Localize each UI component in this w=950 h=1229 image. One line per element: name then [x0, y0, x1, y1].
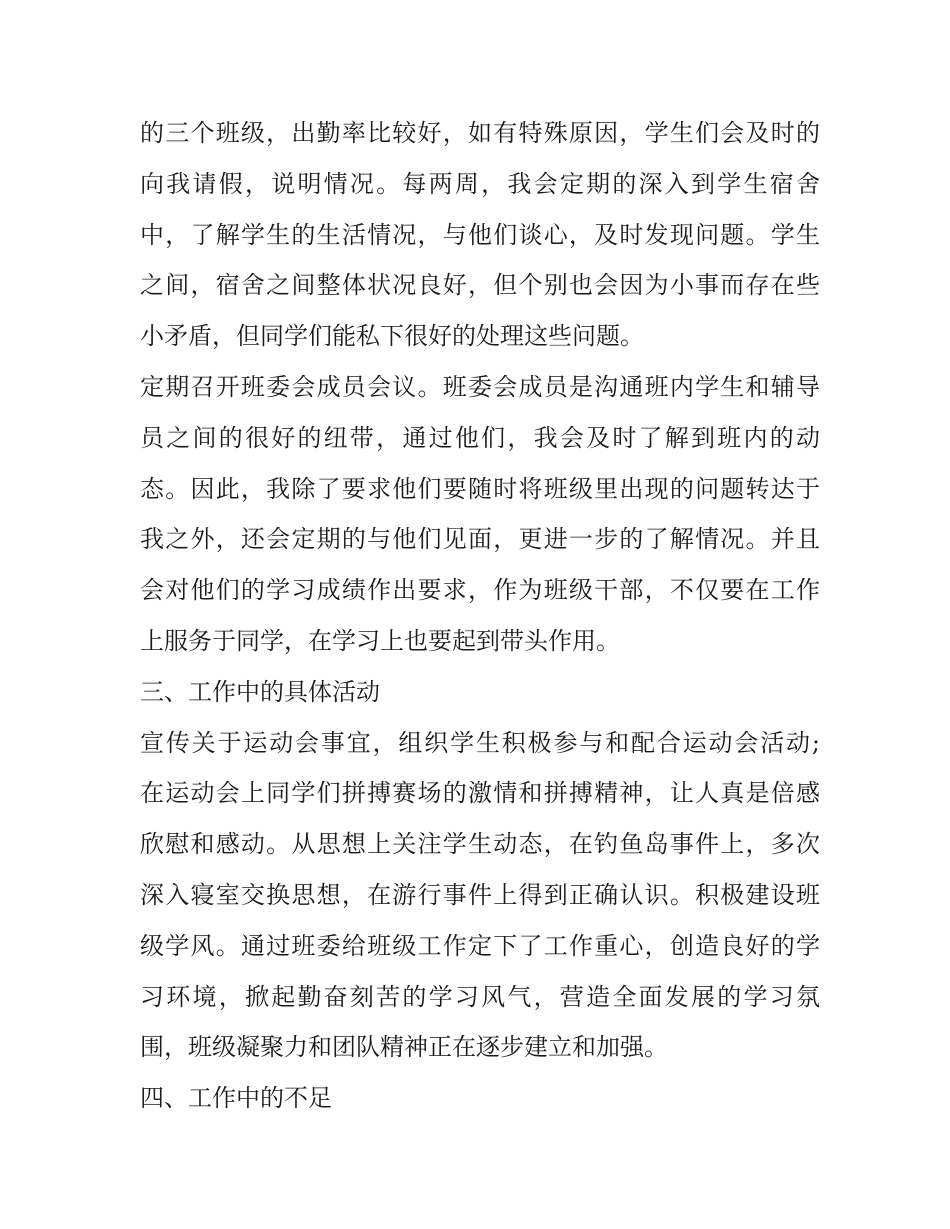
- text-line: 定期召开班委会成员会议。班委会成员是沟通班内学生和辅导: [140, 372, 820, 401]
- text-line: 向我请假，说明情况。每两周，我会定期的深入到学生宿舍: [140, 169, 820, 198]
- text-line: 小矛盾，但同学们能私下很好的处理这些问题。: [140, 322, 644, 351]
- section-heading: 四、工作中的不足: [140, 1084, 332, 1113]
- text-line: 会对他们的学习成绩作出要求，作为班级干部，不仅要在工作: [140, 576, 820, 605]
- text-line: 宣传关于运动会事宜，组织学生积极参与和配合运动会活动;: [140, 728, 820, 757]
- text-line: 我之外，还会定期的与他们见面，更进一步的了解情况。并且: [140, 525, 820, 554]
- text-line: 的三个班级，出勤率比较好，如有特殊原因，学生们会及时的: [140, 119, 820, 147]
- text-line: 在运动会上同学们拼搏赛场的激情和拼搏精神，让人真是倍感: [140, 779, 820, 808]
- text-line: 员之间的很好的纽带，通过他们，我会及时了解到班内的动: [140, 423, 820, 452]
- section-heading: 三、工作中的具体活动: [140, 677, 380, 706]
- text-line: 之间，宿舍之间整体状况良好，但个别也会因为小事而存在些: [140, 271, 820, 300]
- document-body: [140, 108, 820, 1124]
- text-line: 上服务于同学，在学习上也要起到带头作用。: [140, 626, 620, 655]
- text-line: 态。因此，我除了要求他们要随时将班级里出现的问题转达于: [140, 474, 820, 503]
- text-line: 级学风。通过班委给班级工作定下了工作重心，创造良好的学: [140, 931, 820, 960]
- text-line: 围，班级凝聚力和团队精神正在逐步建立和加强。: [140, 1033, 668, 1062]
- text-line: 欣慰和感动。从思想上关注学生动态，在钓鱼岛事件上，多次: [140, 830, 820, 859]
- text-line: 深入寝室交换思想，在游行事件上得到正确认识。积极建设班: [140, 880, 820, 909]
- text-line: 习环境，掀起勤奋刻苦的学习风气，营造全面发展的学习氛: [140, 982, 820, 1011]
- text-line: 中，了解学生的生活情况，与他们谈心，及时发现问题。学生: [140, 220, 820, 249]
